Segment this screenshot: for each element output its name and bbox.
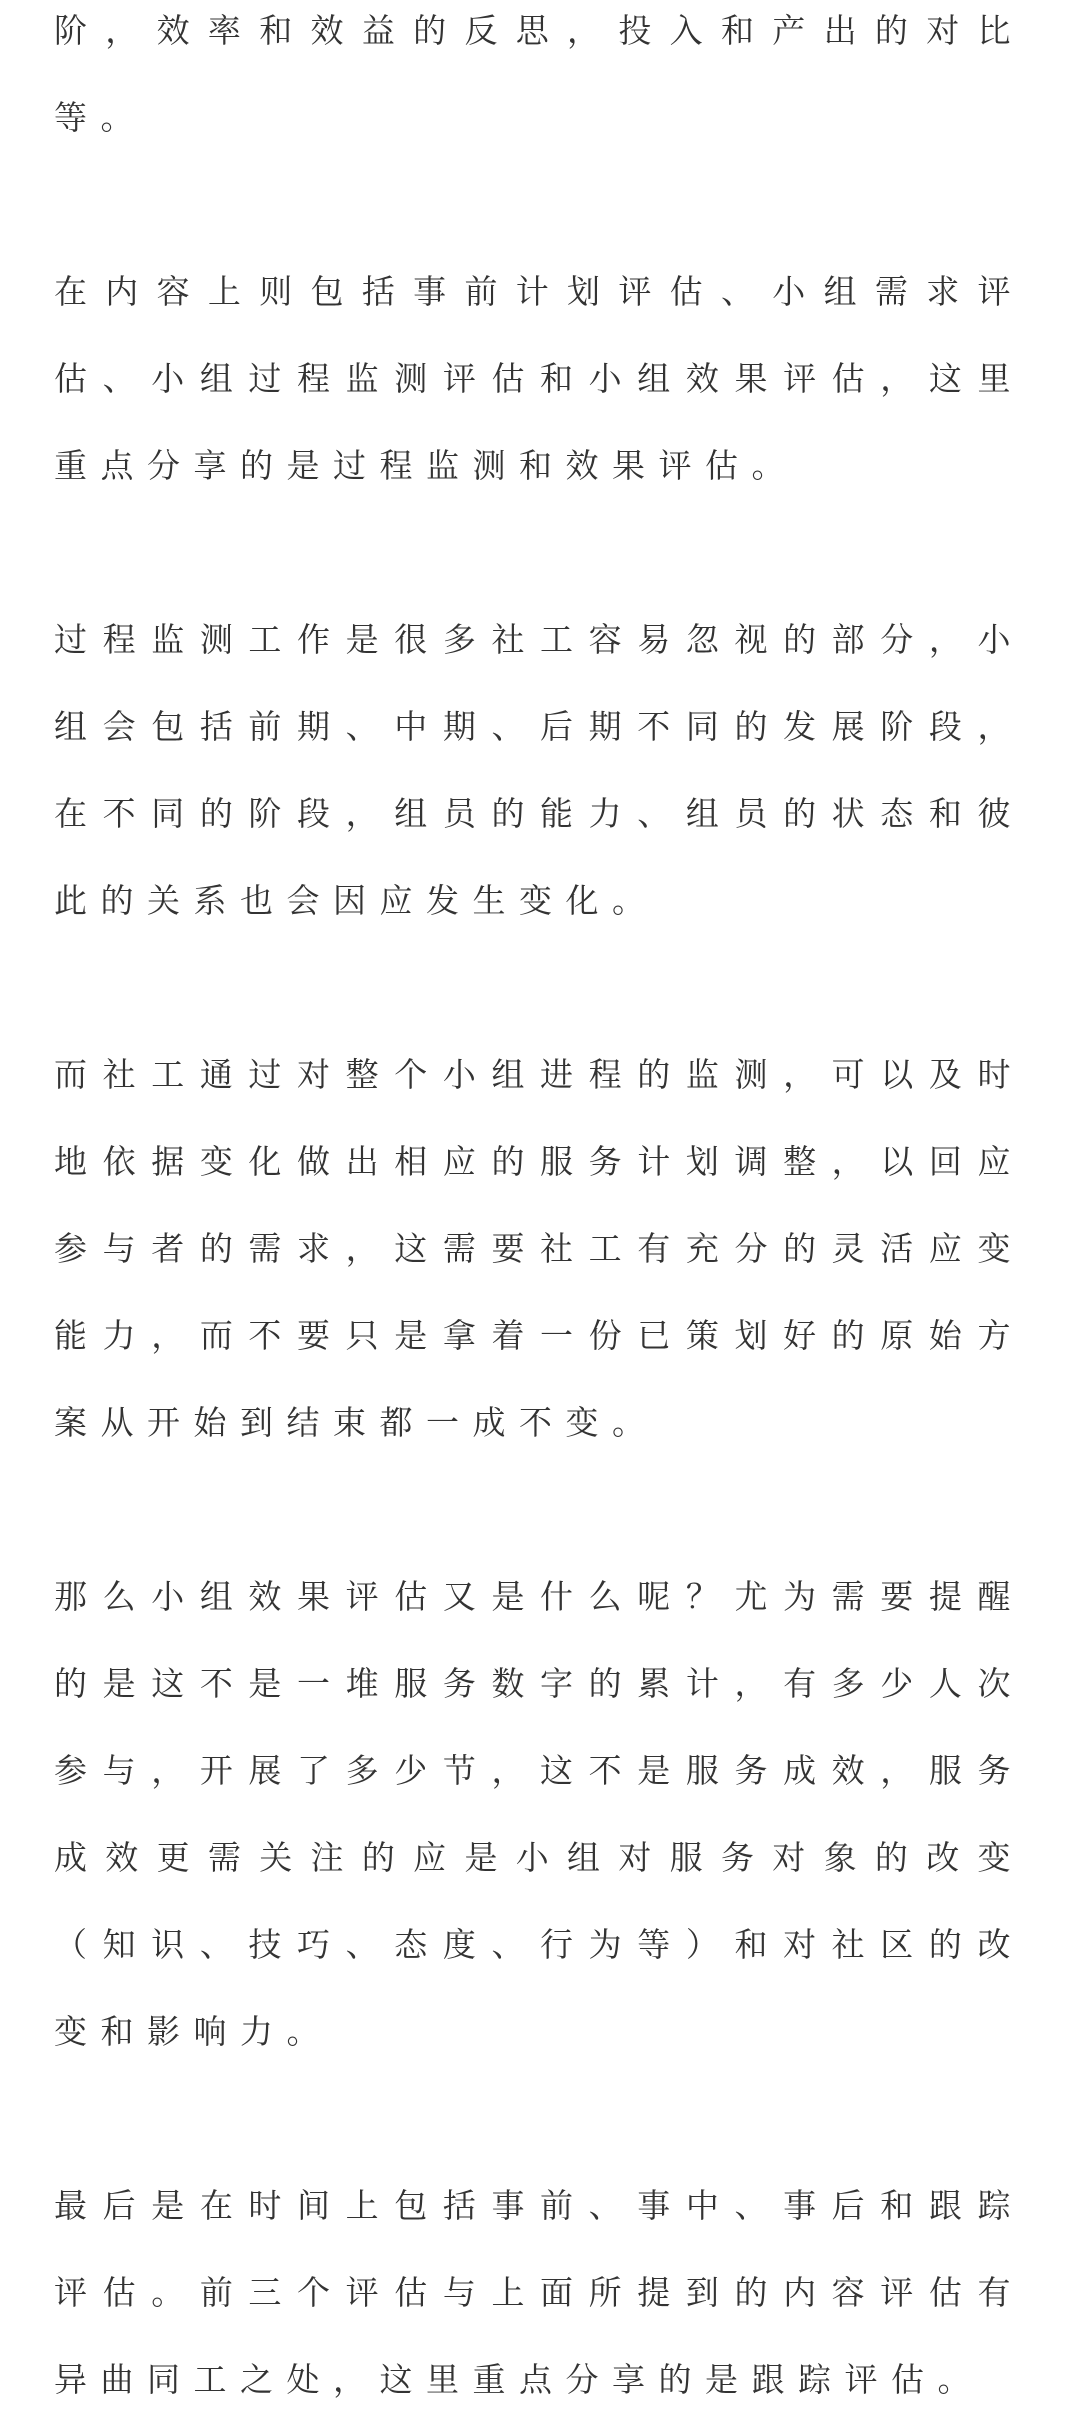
paragraph-plan-adjustment: 而社工通过对整个小组进程的监测，可以及时地依据变化做出相应的服务计划调整，以回应参与者的需求，这需要社工有充分的灵活应变能力，而不要只是拿着一份已策划好的原始方案从开始到结束都一成不变。 xyxy=(54,1055,1024,1442)
paragraph-process-monitoring: 过程监测工作是很多社工容易忽视的部分，小组会包括前期、中期、后期不同的发展阶段，在不同的阶段，组员的能力、组员的状态和彼此的关系也会因应发生变化。 xyxy=(54,620,1024,920)
article-body xyxy=(54,0,1024,2423)
paragraph-follow-up-evaluation: 最后是在时间上包括事前、事中、事后和跟踪评估。前三个评估与上面所提到的内容评估有异曲同工之处，这里重点分享的是跟踪评估。 xyxy=(54,2186,1024,2399)
paragraph-content-evaluation: 在内容上则包括事前计划评估、小组需求评估、小组过程监测评估和小组效果评估，这里重点分享的是过程监测和效果评估。 xyxy=(54,272,1024,485)
paragraph-outcome-evaluation: 那么小组效果评估又是什么呢？尤为需要提醒的是这不是一堆服务数字的累计，有多少人次参与，开展了多少节，这不是服务成效，服务成效更需关注的应是小组对服务对象的改变（知识、技巧、态度、行为等）和对社区的改变和影响力。 xyxy=(54,1577,1024,2051)
paragraph-efficiency-reflection: 阶，效率和效益的反思，投入和产出的对比等。 xyxy=(54,11,1024,137)
